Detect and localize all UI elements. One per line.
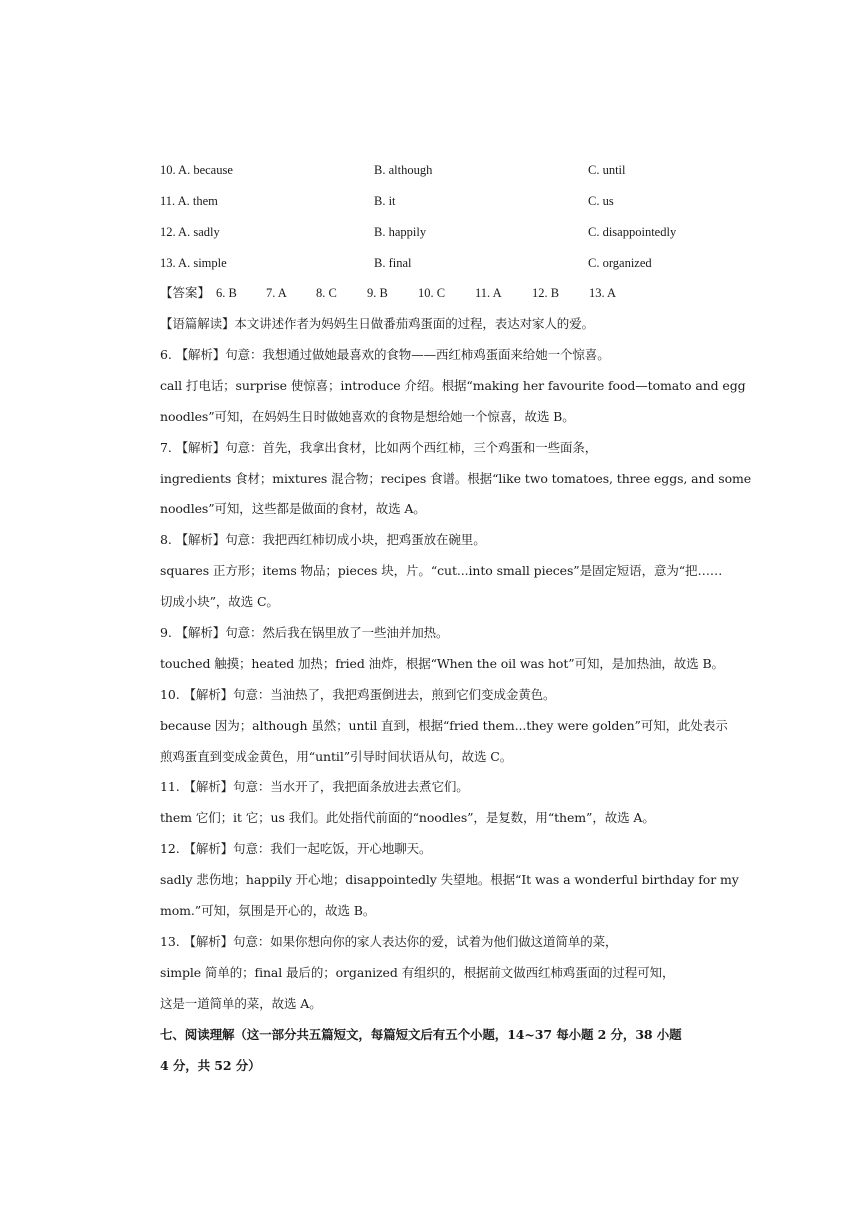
analysis-text: 这是一道简单的菜，故选 A。 (160, 996, 322, 1011)
analysis-heading: 13. 【解析】句意：如果你想向你的家人表达你的爱，试着为他们做这道简单的菜， (160, 934, 618, 949)
option-11-a: 11. A. them (160, 194, 218, 208)
analysis-heading: 8. 【解析】句意：我把西红柿切成小块，把鸡蛋放在碗里。 (160, 532, 486, 547)
answer-item: 13. A (589, 286, 617, 300)
analysis-text: noodles”可知，这些都是做面的食材，故选 A。 (160, 501, 426, 516)
analysis-text: squares 正方形；items 物品；pieces 块，片。“cut...into small pieces”是固定短语，意为“把…… (160, 563, 723, 578)
option-13-c: C. organized (588, 256, 652, 270)
analysis-text: touched 触摸；heated 加热；fried 油炸，根据“When the oil was hot”可知，是加热油，故选 B。 (160, 656, 724, 671)
option-10-b: B. although (374, 163, 433, 177)
answer-item: 12. B (532, 286, 560, 300)
analysis-text: 切成小块”，故选 C。 (160, 594, 279, 609)
answer-item: 8. C (316, 286, 337, 300)
option-13-a: 13. A. simple (160, 256, 227, 270)
answer-item: 7. A (266, 286, 287, 300)
answer-item: 9. B (367, 286, 388, 300)
analysis-text: mom.”可知，氛围是开心的，故选 B。 (160, 903, 376, 918)
option-11-b: B. it (374, 194, 396, 208)
passage-interpretation: 【语篇解读】本文讲述作者为妈妈生日做番茄鸡蛋面的过程，表达对家人的爱。 (160, 316, 595, 331)
analysis-heading: 11. 【解析】句意：当水开了，我把面条放进去煮它们。 (160, 779, 469, 794)
answer-item: 6. B (216, 286, 237, 300)
option-10-a: 10. A. because (160, 163, 233, 177)
analysis-text: call 打电话；surprise 使惊喜；introduce 介绍。根据“making her favourite food—tomato and egg (160, 378, 746, 393)
analysis-text: 煎鸡蛋直到变成金黄色，用“until”引导时间状语从句，故选 C。 (160, 749, 513, 764)
option-12-a: 12. A. sadly (160, 225, 220, 239)
option-12-b: B. happily (374, 225, 427, 239)
analysis-text: ingredients 食材；mixtures 混合物；recipes 食谱。根据“like two tomatoes, three eggs, and some (160, 471, 752, 486)
option-10-c: C. until (588, 163, 626, 177)
answer-item: 11. A (475, 286, 502, 300)
analysis-heading: 6. 【解析】句意：我想通过做她最喜欢的食物——西红柿鸡蛋面来给她一个惊喜。 (160, 347, 610, 362)
answer-item: 10. C (418, 286, 446, 300)
section-heading: 七、阅读理解（这一部分共五篇短文，每篇短文后有五个小题，14~37 每小题 2 分，38 小题 (160, 1027, 682, 1042)
option-12-c: C. disappointedly (588, 225, 677, 239)
analysis-text: sadly 悲伤地；happily 开心地；disappointedly 失望地。根据“It was a wonderful birthday for my (160, 872, 739, 887)
analysis-text: noodles”可知，在妈妈生日时做她喜欢的食物是想给她一个惊喜，故选 B。 (160, 409, 575, 424)
analysis-heading: 10. 【解析】句意：当油热了，我把鸡蛋倒进去，煎到它们变成金黄色。 (160, 687, 556, 702)
section-heading-continued: 4 分，共 52 分） (160, 1058, 261, 1073)
analysis-heading: 9. 【解析】句意：然后我在锅里放了一些油并加热。 (160, 625, 449, 640)
option-11-c: C. us (588, 194, 614, 208)
analysis-heading: 7. 【解析】句意：首先，我拿出食材，比如两个西红柿，三个鸡蛋和一些面条， (160, 440, 598, 455)
analysis-text: simple 简单的；final 最后的；organized 有组织的，根据前文做西红柿鸡蛋面的过程可知， (160, 965, 675, 980)
answer-label: 【答案】 (160, 285, 211, 300)
analysis-text: because 因为；although 虽然；until 直到，根据“fried them...they were golden”可知，此处表示 (160, 718, 728, 733)
option-13-b: B. final (374, 256, 412, 270)
analysis-heading: 12. 【解析】句意：我们一起吃饭，开心地聊天。 (160, 841, 432, 856)
analysis-text: them 它们；it 它；us 我们。此处指代前面的“noodles”，是复数，用“them”，故选 A。 (160, 810, 655, 825)
